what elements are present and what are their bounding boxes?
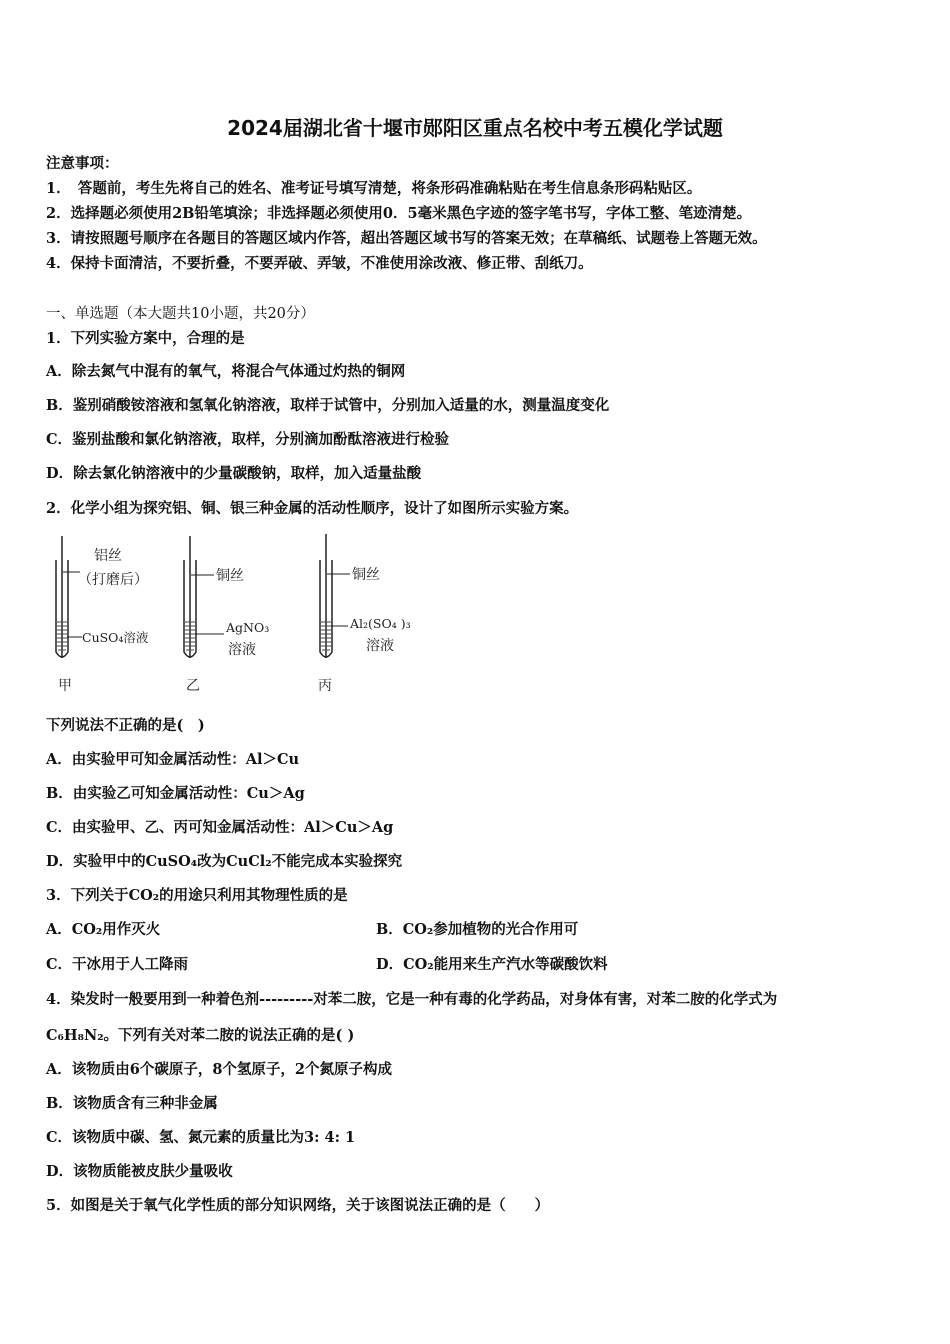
- q1-option-b: B．鉴别硝酸铵溶液和氢氧化钠溶液，取样于试管中，分别加入适量的水，测量温度变化: [46, 397, 610, 414]
- label-al2so43: Al₂(SO₄ )₃: [350, 616, 411, 631]
- q2-option-d: D．实验甲中的CuSO₄改为CuCl₂不能完成本实验探究: [46, 853, 403, 870]
- question-5-stem: 5．如图是关于氧气化学性质的部分知识网络，关于该图说法正确的是（ ）: [46, 1197, 550, 1214]
- question-2-stem: 2．化学小组为探究铝、铜、银三种金属的活动性顺序，设计了如图所示实验方案。: [46, 500, 579, 517]
- label-jia: 甲: [58, 678, 72, 694]
- q4-option-c: C．该物质中碳、氢、氮元素的质量比为3: 4: 1: [46, 1129, 356, 1146]
- label-yi: 乙: [186, 678, 200, 694]
- notice-item: 2．选择题必须使用2B铅笔填涂；非选择题必须使用0．5毫米黑色字迹的签字笔书写，字体工整、笔迹清楚。: [46, 205, 752, 222]
- q4-option-a: A．该物质由6个碳原子，8个氢原子，2个氮原子构成: [46, 1061, 393, 1078]
- notice-item: 4．保持卡面清洁，不要折叠，不要弄破、弄皱，不准使用涂改液、修正带、刮纸刀。: [46, 255, 593, 272]
- q1-option-c: C．鉴别盐酸和氯化钠溶液，取样，分别滴加酚酞溶液进行检验: [46, 431, 450, 448]
- question-1-stem: 1．下列实验方案中，合理的是: [46, 330, 245, 347]
- q1-option-a: A．除去氮气中混有的氧气，将混合气体通过灼热的铜网: [46, 363, 406, 380]
- q4-option-d: D．该物质能被皮肤少量吸收: [46, 1163, 233, 1180]
- label-copper-wire-bing: 铜丝: [352, 567, 380, 583]
- label-copper-wire-yi: 铜丝: [216, 568, 244, 584]
- test-tube-jia: [56, 536, 82, 658]
- q3-option-d: D．CO₂能用来生产汽水等碳酸饮料: [376, 956, 608, 973]
- question-3-stem: 3．下列关于CO₂的用途只利用其物理性质的是: [46, 887, 348, 904]
- label-agno3: AgNO₃: [226, 620, 270, 635]
- q3-option-a: A．CO₂用作灭火: [46, 921, 161, 938]
- notice-heading: 注意事项：: [46, 155, 119, 172]
- test-tube-yi: [184, 536, 224, 658]
- test-tube-figure: [44, 530, 444, 700]
- q2-option-c: C．由实验甲、乙、丙可知金属活动性：Al＞Cu＞Ag: [46, 819, 394, 836]
- notice-item: 3．请按照题号顺序在各题目的答题区域内作答，超出答题区域书写的答案无效；在草稿纸、试题卷上答题无效。: [46, 230, 767, 247]
- question-4-stem-cont: C₆H₈N₂。下列有关对苯二胺的说法正确的是( ): [46, 1027, 355, 1044]
- label-solution-yi: 溶液: [228, 642, 256, 658]
- q2-option-a: A．由实验甲可知金属活动性：Al＞Cu: [46, 751, 300, 768]
- notice-item: 1． 答题前，考生先将自己的姓名、准考证号填写清楚，将条形码准确粘贴在考生信息条形码粘贴区。: [46, 180, 702, 197]
- test-tube-bing: [320, 534, 350, 658]
- q4-option-b: B．该物质含有三种非金属: [46, 1095, 218, 1112]
- label-aluminum-wire: 铝丝: [94, 548, 122, 564]
- label-polished: （打磨后）: [78, 572, 148, 588]
- label-solution-bing: 溶液: [366, 638, 394, 654]
- label-bing: 丙: [318, 678, 332, 694]
- q3-option-b: B．CO₂参加植物的光合作用可: [376, 921, 579, 938]
- q3-option-c: C．干冰用于人工降雨: [46, 956, 189, 973]
- label-cuso4-solution: CuSO₄溶液: [82, 630, 149, 645]
- q2-option-b: B．由实验乙可知金属活动性：Cu＞Ag: [46, 785, 305, 802]
- section-heading: 一、单选题（本大题共10小题，共20分）: [46, 306, 315, 322]
- page-title: 2024届湖北省十堰市郧阳区重点名校中考五模化学试题: [227, 116, 723, 140]
- question-4-stem: 4．染发时一般要用到一种着色剂---------对苯二胺，它是一种有毒的化学药品，对身体有害，对苯二胺的化学式为: [46, 991, 778, 1008]
- q2-question: 下列说法不正确的是( ): [46, 717, 205, 734]
- q1-option-d: D．除去氯化钠溶液中的少量碳酸钠，取样，加入适量盐酸: [46, 465, 422, 482]
